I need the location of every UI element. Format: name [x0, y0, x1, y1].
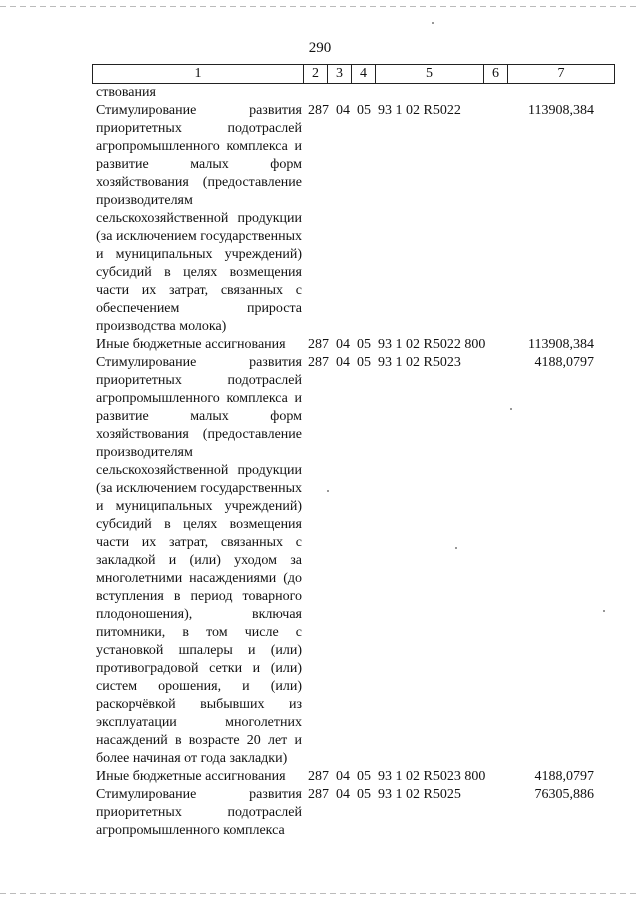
budget-row [0, 786, 640, 840]
scan-edge-top [0, 6, 640, 7]
column-header-3: 3 [328, 65, 352, 84]
scan-speck [603, 610, 605, 612]
row-amount: 76305,886 [534, 787, 594, 802]
row-amount: 113908,384 [528, 337, 594, 352]
scan-speck [432, 22, 434, 24]
column-header-4: 4 [352, 65, 376, 84]
column-header-2: 2 [304, 65, 328, 84]
row-codes: 287 04 05 93 1 02 R5022 800 [308, 337, 486, 352]
column-header-6: 6 [484, 65, 508, 84]
row-description: Стимулирование развития приоритетных подотраслей агропромышленного комплекса и развитие малых форм хозяйствования (предоставление производителям сельскохозяйственной продукции (за исключением государственных и муниципальных учреждений) субсидий в целях возмещения части их затрат, связанных с обеспечением прироста производства молока) [96, 103, 302, 334]
budget-row [0, 336, 640, 354]
scan-speck [455, 547, 457, 549]
column-header-5: 5 [376, 65, 484, 84]
row-codes: 287 04 05 93 1 02 R5023 [308, 355, 461, 370]
row-codes: 287 04 05 93 1 02 R5025 [308, 787, 461, 802]
row-amount: 4188,0797 [534, 355, 594, 370]
row-codes: 287 04 05 93 1 02 R5023 800 [308, 769, 486, 784]
column-header-table [92, 64, 615, 84]
row-description: Иные бюджетные ассигнования [96, 337, 286, 352]
row-amount: 113908,384 [528, 103, 594, 118]
scan-edge-bottom [0, 893, 640, 894]
column-header-row [93, 65, 615, 84]
budget-row [0, 354, 640, 768]
budget-row [0, 768, 640, 786]
row-amount: 4188,0797 [534, 769, 594, 784]
budget-rows [0, 84, 640, 840]
row-description: Иные бюджетные ассигнования [96, 769, 286, 784]
scan-speck [327, 490, 329, 492]
row-description: Стимулирование развития приоритетных подотраслей агропромышленного комплекса и развитие малых форм хозяйствования (предоставление производителям сельскохозяйственной продукции (за исключением государственных и муниципальных учреждений) субсидий в целях возмещения части их затрат, связанных с закладкой и (или) уходом за многолетними насаждениями (до вступления в период товарного плодоношения), включая питомники, в том числе с установкой шпалеры и (или) противоградовой сетки и (или) систем орошения, и (или) раскорчёвкой выбывших из эксплуатации многолетних насаждений в возрасте 20 лет и более начиная от года закладки) [96, 355, 302, 766]
budget-row [0, 84, 640, 102]
row-description: ствования [96, 85, 156, 100]
column-header-7: 7 [508, 65, 615, 84]
column-header-1: 1 [93, 65, 304, 84]
budget-row [0, 102, 640, 336]
scan-speck [510, 408, 512, 410]
page-number: 290 [308, 40, 332, 56]
row-description: Стимулирование развития приоритетных подотраслей агропромышленного комплекса [96, 787, 302, 838]
row-codes: 287 04 05 93 1 02 R5022 [308, 103, 461, 118]
